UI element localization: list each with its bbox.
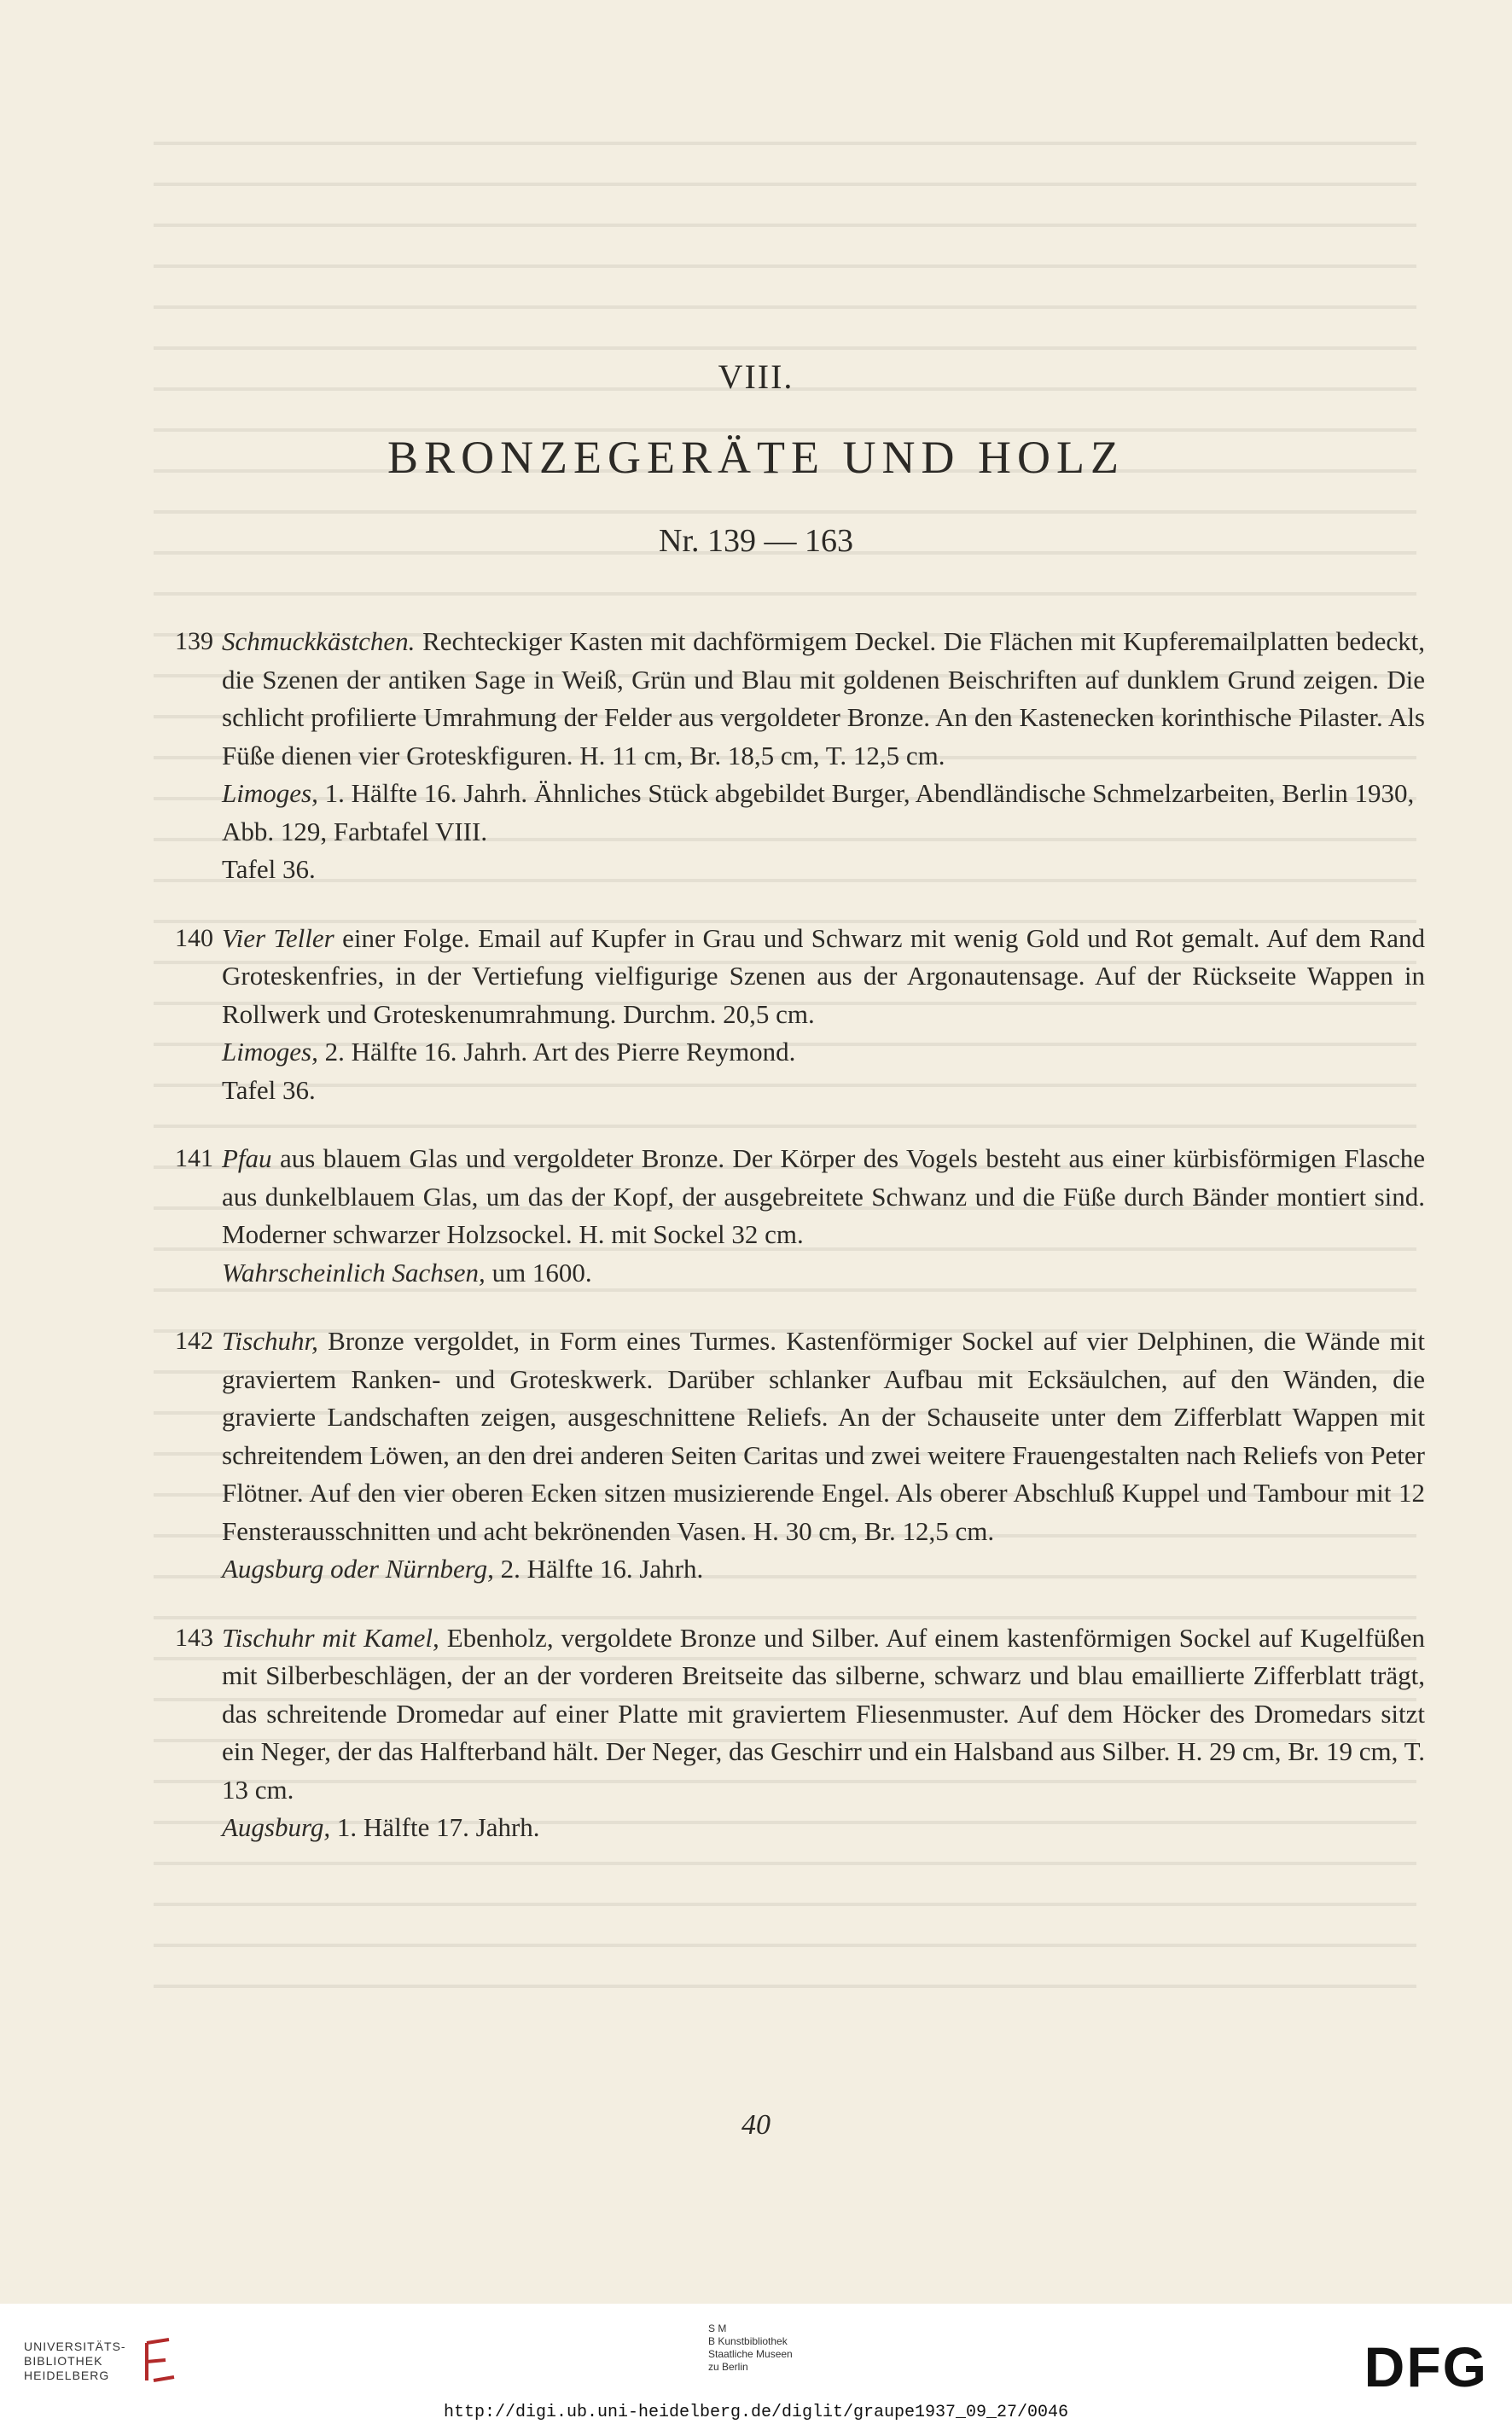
entry-origin-text: 2. Hälfte 16. Jahrh. Art des Pierre Reymond. (317, 1037, 796, 1067)
entry-origin-place: Augsburg, (222, 1812, 331, 1842)
entry-origin-place: Wahrscheinlich Sachsen, (222, 1257, 486, 1288)
entry-number: 143 (175, 1623, 213, 1652)
entry-origin-text: um 1600. (485, 1257, 592, 1288)
entry-plate: Tafel 36. (222, 854, 316, 884)
entry-number: 140 (175, 923, 213, 952)
university-line: UNIVERSITÄTS- (24, 2340, 126, 2353)
university-line: BIBLIOTHEK (24, 2354, 103, 2368)
entry-origin-text: 1. Hälfte 17. Jahrh. (330, 1812, 540, 1842)
entry-plate: Tafel 36. (222, 1074, 316, 1105)
entry-origin (222, 1254, 1425, 1293)
entry-origin (222, 1550, 1425, 1589)
entry-text: Bronze vergoldet, in Form eines Turmes. Kastenförmiger Sockel auf vier Delphinen, die Wände mit graviertem Ranken- und Groteskwerk. Darüber schlanker Aufbau mit Ecksäulchen, auf den Wänden, die gravierte Landschaften zeigen, ausgeschnittene Reliefs. An der Schauseite unter dem Zifferblatt Wappen mit schreitendem Löwen, an den drei anderen Seiten Caritas und zwei weitere Frauengestalten nach Reliefs von Peter Flötner. Auf den vier oberen Ecken sitzen musizierende Engel. Als oberer Abschluß Kuppel und Tambour mit 12 Fensterausschnitten und acht bekrönenden Vasen. H. 30 cm, Br. 12,5 cm. (222, 1326, 1425, 1546)
catalog-entries (175, 623, 1425, 1878)
entry-origin-text: 1. Hälfte 16. Jahrh. Ähnliches Stück abgebildet Burger, Abendländische Schmelzarbeiten, Berlin 1930, Abb. 129, Farbtafel VIII. (222, 778, 1415, 846)
entry-origin (222, 775, 1425, 851)
entry-lead: Tischuhr, (222, 1326, 318, 1356)
section-range: Nr. 139 — 163 (659, 523, 853, 559)
entry-text: einer Folge. Email auf Kupfer in Grau und Schwarz mit wenig Gold und Rot gemalt. Auf dem Rand Groteskenfries, in der Vertiefung vielfigurige Szenen aus der Argonautensage. Auf der Rückseite Wappen in Rollwerk und Groteskenumrahmung. Durchm. 20,5 cm. (222, 922, 1426, 1029)
catalog-entry (175, 623, 1425, 889)
digitization-footer (0, 2304, 1512, 2424)
entry-number: 139 (175, 627, 213, 655)
smb-line: S M (708, 2322, 727, 2334)
page-number: 40 (741, 2109, 771, 2141)
smb-line: zu Berlin (708, 2361, 748, 2373)
section-title: BRONZEGERÄTE UND HOLZ (387, 432, 1125, 483)
catalog-entry (175, 1322, 1425, 1589)
entry-number: 142 (175, 1327, 213, 1355)
entry-origin (222, 1033, 1425, 1072)
entry-lead: Schmuckkästchen. (222, 626, 416, 656)
entry-origin (222, 1809, 1425, 1847)
entry-origin-place: Limoges, (222, 778, 318, 808)
entry-description (222, 1619, 1425, 1810)
entry-text: Ebenholz, vergoldete Bronze und Silber. Auf einem kastenförmigen Sockel auf Kugelfüßen mit Silberbeschlägen, der an der vorderen Breitseite das silberne, schwarz und blau emaillierte Zifferblatt trägt, das schreitende Dromedar auf einer Platte mit graviertem Fliesenmuster. Auf dem Höcker des Dromedars sitzt ein Neger, der das Halfterband hält. Der Neger, das Geschirr und ein Halsband aus Silber. H. 29 cm, Br. 19 cm, T. 13 cm. (222, 1622, 1425, 1805)
entry-number: 141 (175, 1144, 213, 1172)
catalog-entry (175, 920, 1425, 1110)
entry-lead: Pfau (222, 1143, 272, 1173)
smb-logo-text[interactable] (708, 2322, 793, 2374)
dfg-logo[interactable]: DFG (1364, 2335, 1488, 2398)
entry-description (222, 1322, 1425, 1550)
source-url-link[interactable]: http://digi.ub.uni-heidelberg.de/diglit/graupe1937_09_27/0046 (443, 2403, 1069, 2422)
section-number: VIII. (718, 357, 794, 396)
entry-text: Rechteckiger Kasten mit dachförmigem Deckel. Die Flächen mit Kupferemailplatten bedeckt, die Szenen der antiken Sage in Weiß, Grün und Blau mit goldenen Beischriften auf dunklem Grund zeigen. Die schlicht profilierte Umrahmung der Felder aus vergoldeter Bronze. An den Kastenecken korinthische Pilaster. Als Füße dienen vier Groteskfiguren. H. 11 cm, Br. 18,5 cm, T. 12,5 cm. (222, 626, 1425, 770)
entry-description (222, 1140, 1425, 1254)
university-line: HEIDELBERG (24, 2369, 110, 2382)
smb-line: B Kunstbibliothek (708, 2335, 788, 2347)
entry-origin-place: Limoges, (222, 1037, 318, 1067)
smb-line: Staatliche Museen (708, 2348, 793, 2360)
university-logo-icon (137, 2336, 179, 2387)
university-library-logo-text[interactable] (24, 2340, 126, 2383)
entry-origin-place: Augsburg oder Nürnberg, (222, 1554, 494, 1584)
entry-description (222, 623, 1425, 775)
catalog-entry (175, 1140, 1425, 1292)
catalog-entry (175, 1619, 1425, 1847)
entry-origin-text: 2. Hälfte 16. Jahrh. (493, 1554, 704, 1584)
entry-text: aus blauem Glas und vergoldeter Bronze. Der Körper des Vogels besteht aus einer kürbisförmigen Flasche aus dunkelblauem Glas, um das der Kopf, der ausgebreitete Schwanz und die Füße durch Bänder montiert sind. Moderner schwarzer Holzsockel. H. mit Sockel 32 cm. (222, 1143, 1425, 1249)
entry-description (222, 920, 1425, 1034)
entry-lead: Vier Teller (222, 922, 334, 953)
entry-lead: Tischuhr mit Kamel, (222, 1622, 439, 1653)
